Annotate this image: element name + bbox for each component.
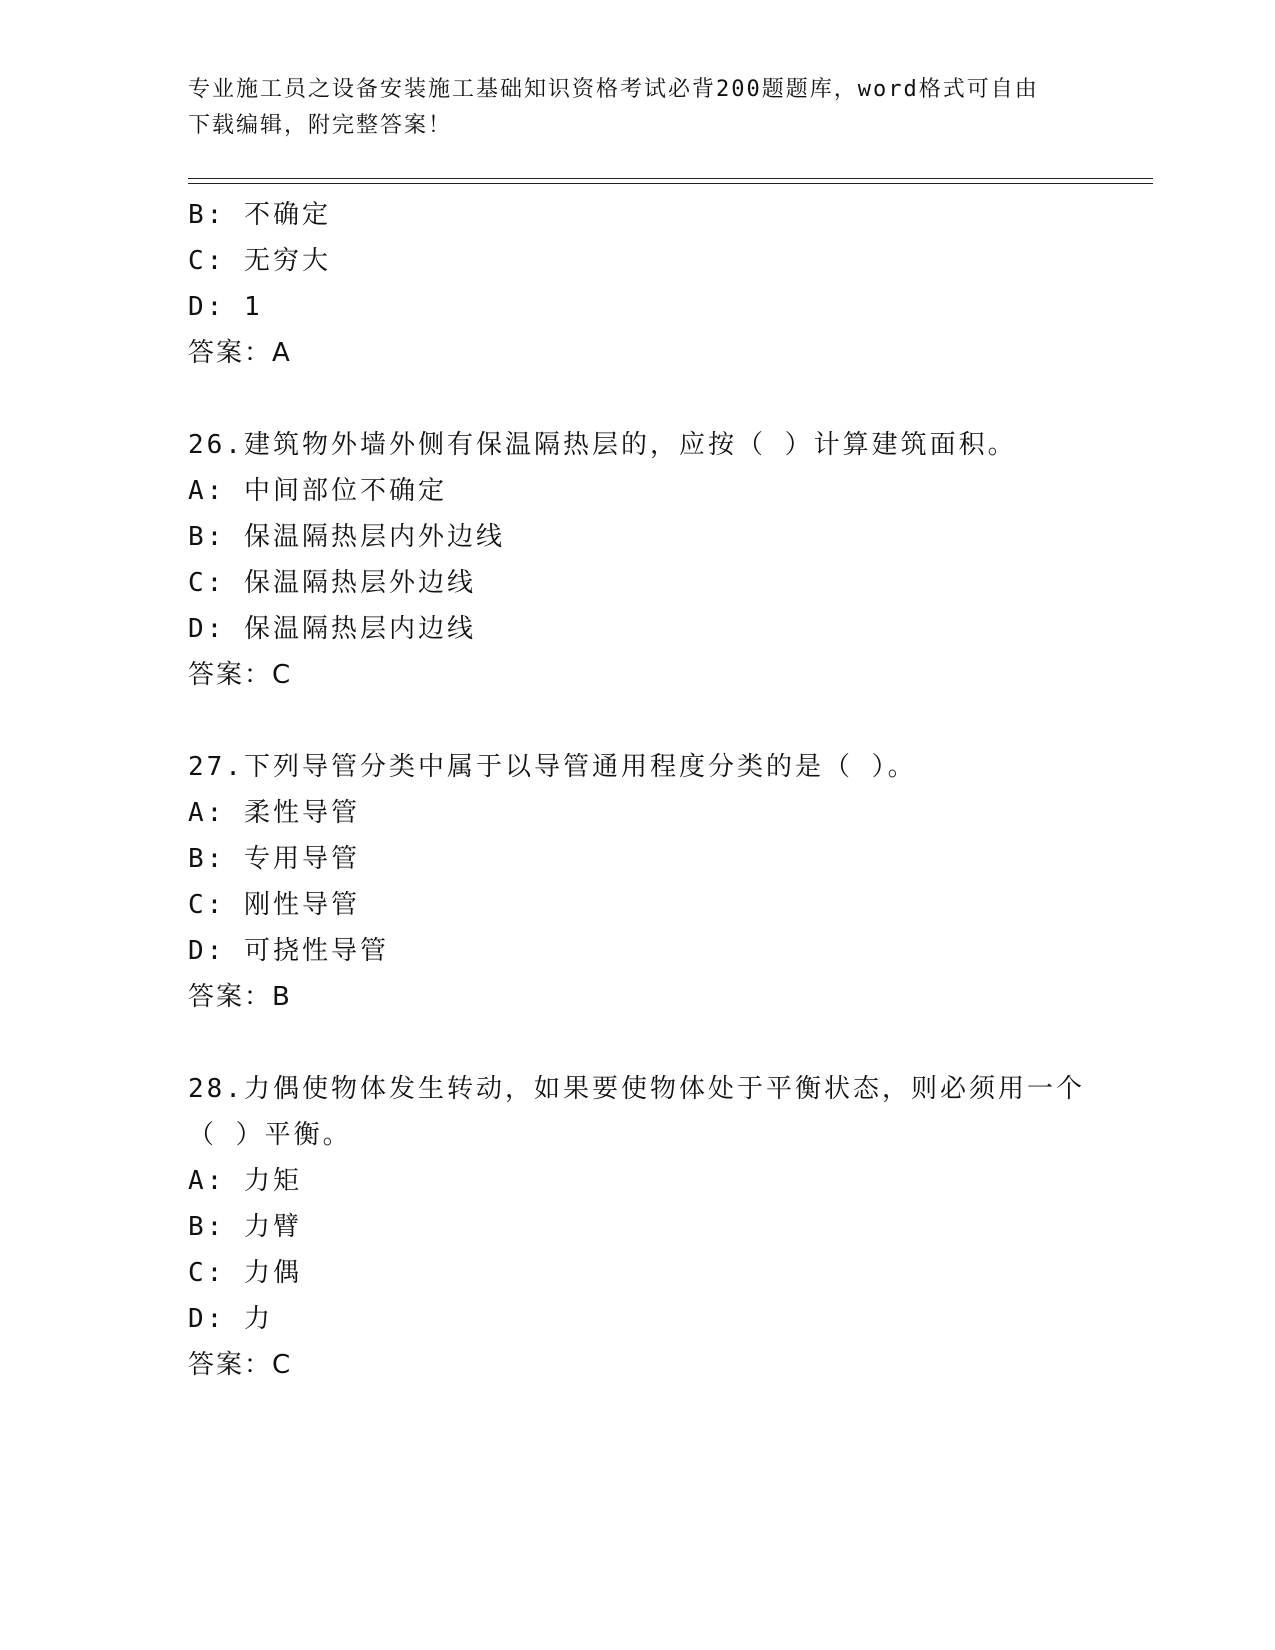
option-d: D: 1 bbox=[188, 292, 263, 322]
question-text-line-1: 28.力偶使物体发生转动，如果要使物体处于平衡状态，则必须用一个 bbox=[188, 1074, 1085, 1104]
option-b: B: 不确定 bbox=[188, 200, 331, 230]
question-text: 27.下列导管分类中属于以导管通用程度分类的是（ ）。 bbox=[188, 752, 917, 782]
option-b: B: 专用导管 bbox=[188, 844, 360, 874]
question-26 bbox=[188, 422, 1088, 698]
option-d: D: 可挠性导管 bbox=[188, 936, 389, 966]
spacer bbox=[188, 376, 1088, 422]
question-25-tail bbox=[188, 192, 1088, 376]
spacer bbox=[188, 698, 1088, 744]
question-27 bbox=[188, 744, 1088, 1020]
answer: 答案：C bbox=[188, 660, 293, 690]
question-28 bbox=[188, 1066, 1088, 1388]
option-c: C: 保温隔热层外边线 bbox=[188, 568, 476, 598]
question-text: 26.建筑物外墙外侧有保温隔热层的，应按（ ）计算建筑面积。 bbox=[188, 430, 1017, 460]
header-divider-top bbox=[188, 178, 1153, 179]
answer: 答案：A bbox=[188, 338, 292, 368]
answer: 答案：C bbox=[188, 1350, 293, 1380]
option-a: A: 柔性导管 bbox=[188, 798, 360, 828]
option-c: C: 刚性导管 bbox=[188, 890, 360, 920]
option-b: B: 保温隔热层内外边线 bbox=[188, 522, 505, 552]
header-title-line-1: 专业施工员之设备安装施工基础知识资格考试必背200题题库，word格式可自由 bbox=[188, 77, 1039, 102]
option-d: D: 力 bbox=[188, 1304, 273, 1334]
document-header bbox=[188, 72, 1088, 144]
spacer bbox=[188, 1020, 1088, 1066]
question-text-line-2: （ ）平衡。 bbox=[188, 1120, 352, 1150]
option-c: C: 力偶 bbox=[188, 1258, 302, 1288]
option-d: D: 保温隔热层内边线 bbox=[188, 614, 476, 644]
option-a: A: 中间部位不确定 bbox=[188, 476, 447, 506]
answer: 答案：B bbox=[188, 982, 292, 1012]
question-list bbox=[188, 192, 1088, 1388]
option-a: A: 力矩 bbox=[188, 1166, 302, 1196]
option-b: B: 力臂 bbox=[188, 1212, 302, 1242]
header-title-line-2: 下载编辑，附完整答案！ bbox=[188, 113, 453, 138]
option-c: C: 无穷大 bbox=[188, 246, 331, 276]
header-divider-bottom bbox=[188, 183, 1153, 184]
